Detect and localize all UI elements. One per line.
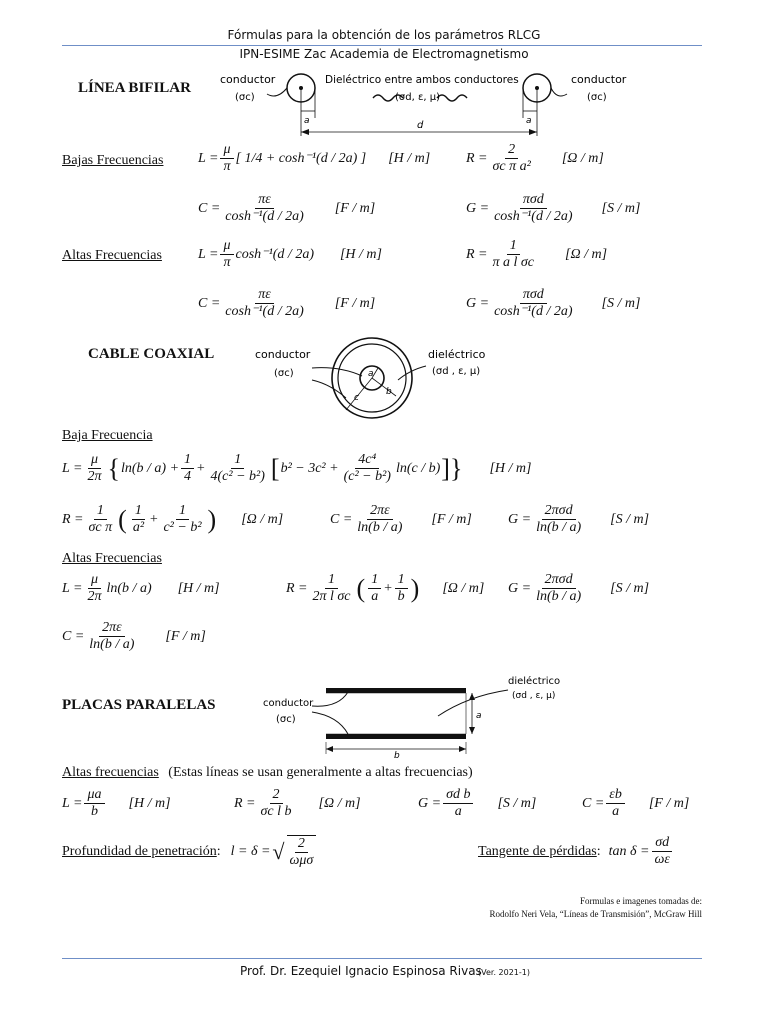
coax-dielectric-label: dieléctrico [428,348,486,361]
bifilar-low-C: C = $\frac{\pi\varepsilon}{\text{cosh⁻¹(d / 2a)}}$ [F / m] [198,192,376,224]
bifilar-low-L: L = $\frac{\mu}{\pi}$ [ 1/4 + cosh⁻¹(d / 2a) ] [H / m] [198,142,431,174]
plates-depth: Profundidad de penetración : l = δ = √ $\frac{2}{\text{ωμσ}}$ [62,835,318,869]
plates-b-label: b [394,751,400,760]
plates-title: PLACAS PARALELAS [62,697,216,713]
bifilar-high-C: C = $\frac{\pi\varepsilon}{\text{cosh⁻¹(d / 2a)}}$ [F / m] [198,287,376,319]
footer-divider [62,958,702,959]
coax-low-C: C = $\frac{2\pi\varepsilon}{\ln(b / a)}$ [F / m] [330,503,472,535]
bifilar-high-label: Altas Frecuencias [62,248,162,263]
coax-low-R: R = $\frac{1}{\text{σc π}}$ ( $\frac{1}{\text{a²}}$ + $\frac{1}{\text{c² − b²}}$ ) [Ω / m] [62,503,284,535]
bifilar-conductor-right: conductor [571,73,627,86]
plates-conductor-label: conductor [263,698,314,709]
bifilar-conductor-left: conductor [220,73,276,86]
header-divider [62,45,702,46]
bifilar-low-G: G = $\frac{\text{πσd}}{\text{cosh⁻¹(d / 2a)}}$ [S / m] [466,192,641,224]
coax-high-R: R = $\frac{1}{\text{2π l σc}}$ ( $\frac{1}{a}$ + $\frac{1}{b}$ ) [Ω / m] [286,572,485,604]
coax-high-label: Altas Frecuencias [62,551,162,566]
plates-note: (Estas líneas se usan generalmente a altas frecuencias) [168,765,473,780]
bifilar-low-R: R = $\frac{2}{\text{σc π a²}}$ [Ω / m] [466,142,604,174]
bifilar-sigma-left: (σc) [235,92,255,103]
plates-R: R = $\frac{2}{\text{σc l b}}$ [Ω / m] [234,787,361,819]
plates-C: C = $\frac{\varepsilon b}{a}$ [F / m] [582,787,690,819]
plates-L: L = $\frac{\mu a}{b}$ [H / m] [62,787,171,819]
coax-a-label: a [368,369,374,379]
coax-low-label: Baja Frecuencia [62,428,153,443]
coax-c-label: c [354,393,359,403]
bifilar-dielectric-params: (σd, ε, μ) [395,92,440,103]
source-line2: Rodolfo Neri Vela, “Líneas de Transmisión”, McGraw Hill [489,909,702,919]
bifilar-d-label: d [417,120,424,131]
coax-title: CABLE COAXIAL [88,346,215,362]
coax-low-L: L = $\frac{\mu}{2\pi}$ { ln(b / a) + $\frac{1}{4}$ + $\frac{1}{\text{4(c² − b²)}}$ [ b² − 3c² + $\frac{\text{4c⁴}}{\text{(c² − b²)}}$ ln(c / b) ]} [H / m] [62,452,532,484]
bifilar-low-label: Bajas Frecuencias [62,153,164,168]
header-title: Fórmulas para la obtención de los parámetros RLCG [227,28,541,42]
bifilar-a-left: a [304,116,310,126]
coax-b-label: b [386,387,392,397]
bifilar-high-G: G = $\frac{\text{πσd}}{\text{cosh⁻¹(d / 2a)}}$ [S / m] [466,287,641,319]
bifilar-title: LÍNEA BIFILAR [78,80,191,96]
footer-author: Prof. Dr. Ezequiel Ignacio Espinosa Rivas [240,964,482,978]
header-subtitle: IPN-ESIME Zac Academia de Electromagnetismo [239,47,529,61]
plates-tan: Tangente de pérdidas : tan δ = $\frac{\sigma d}{\omega\varepsilon}$ [478,835,675,868]
plates-depth-label: Profundidad de penetración [62,844,217,859]
plates-a-label: a [476,711,482,721]
coax-high-L: L = $\frac{\mu}{2\pi}$ ln(b / a) [H / m] [62,572,220,604]
coax-conductor-label: conductor [255,348,311,361]
plates-dielectric-label: dieléctrico [508,676,561,687]
bifilar-diagram [215,66,635,142]
plates-tan-label: Tangente de pérdidas [478,843,597,859]
plates-diagram [258,672,568,760]
coax-high-C: C = $\frac{2\pi\varepsilon}{\ln(b / a)}$ [F / m] [62,620,206,652]
plates-sigma-label: (σc) [276,714,296,725]
coax-low-G: G = $\frac{\text{2πσd}}{\ln(b / a)}$ [S / m] [508,503,650,535]
coax-high-G: G = $\frac{\text{2πσd}}{\ln(b / a)}$ [S / m] [508,572,650,604]
coax-sigma-label: (σc) [274,368,294,379]
bifilar-sigma-right: (σc) [587,92,607,103]
plates-G: G = $\frac{\text{σd b}}{a}$ [S / m] [418,787,537,819]
plates-high-row [62,765,473,781]
bifilar-high-L: L = $\frac{\mu}{\pi}$ cosh⁻¹(d / 2a) [H / m] [198,238,382,270]
plates-high-label: Altas frecuencias [62,765,159,780]
bifilar-a-right: a [526,116,532,126]
bifilar-dielectric-label: Dieléctrico entre ambos conductores [325,74,519,86]
source-line1: Formulas e imagenes tomadas de: [580,896,702,906]
plates-dielectric-params: (σd , ε, μ) [512,691,556,701]
footer-version: (Ver. 2021-1) [478,968,530,977]
coax-diagram [250,336,510,424]
coax-dielectric-params: (σd , ε, μ) [432,366,481,377]
bifilar-high-R: R = $\frac{1}{\text{π a l σc}}$ [Ω / m] [466,238,608,270]
